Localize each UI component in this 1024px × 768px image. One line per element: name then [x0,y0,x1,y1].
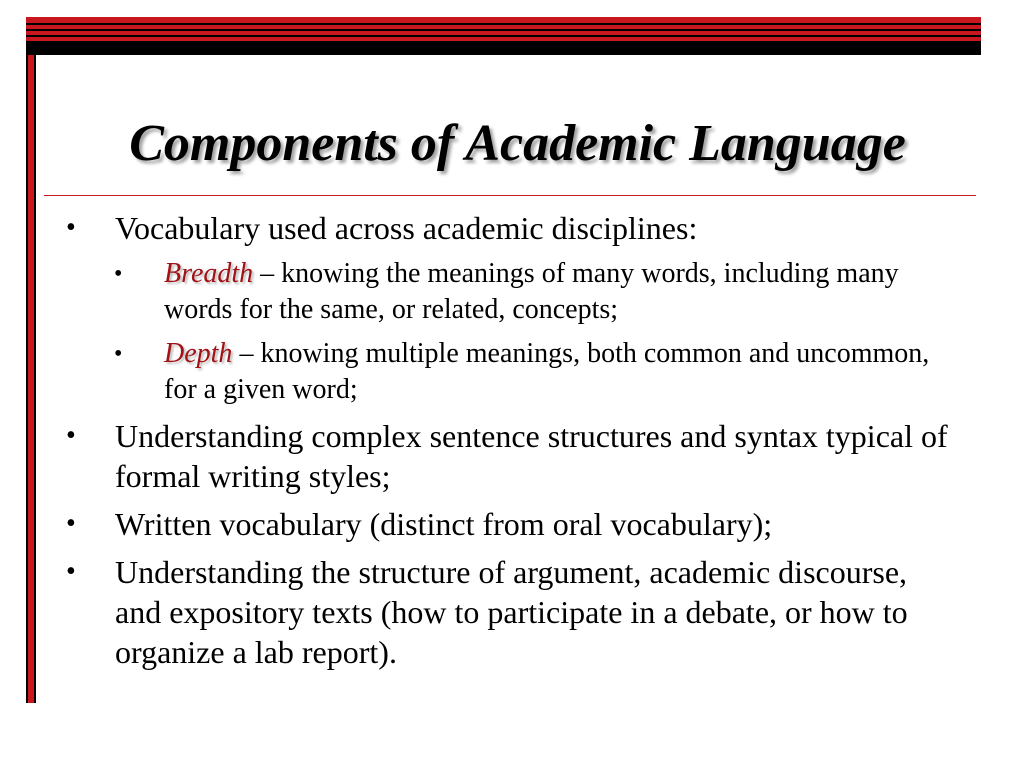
top-bar-stripe [26,35,981,37]
sub-bullet-text: – knowing the meanings of many words, including many words for the same, or related, concepts; [164,258,899,325]
left-decorative-bar [26,55,36,703]
slide-title: Components of Academic Language [129,115,906,172]
bullet-item [60,208,960,248]
bullet-item [60,552,960,672]
sub-bullet-item [60,336,960,408]
term-depth: Depth [164,338,233,369]
bullet-glyph: • [66,508,76,539]
title-divider [44,195,976,196]
sub-bullet-glyph: • [114,341,123,367]
term-breadth: Breadth [164,258,254,289]
sub-bullet-text: – knowing multiple meanings, both common and uncommon, for a given word; [164,338,930,405]
bullet-item [60,416,960,496]
bullet-glyph: • [66,556,76,587]
bullet-glyph: • [66,212,76,243]
bullet-text: Written vocabulary (distinct from oral vocabulary); [115,506,773,542]
top-decorative-bar [26,17,981,55]
sub-bullet-item [60,256,960,328]
bullet-item [60,504,960,544]
bullet-text: Understanding complex sentence structures and syntax typical of formal writing styles; [115,418,948,494]
bullet-glyph: • [66,420,76,451]
slide-body [60,208,960,680]
top-bar-stripe [26,29,981,31]
bullet-text: Vocabulary used across academic disciplines: [115,210,698,246]
top-bar-stripe [26,23,981,25]
bullet-text: Understanding the structure of argument, academic discourse, and expository texts (how to participate in a debate, or how to organize a lab report). [115,554,908,670]
top-bar-stripe [26,41,981,55]
sub-bullet-glyph: • [114,261,123,287]
